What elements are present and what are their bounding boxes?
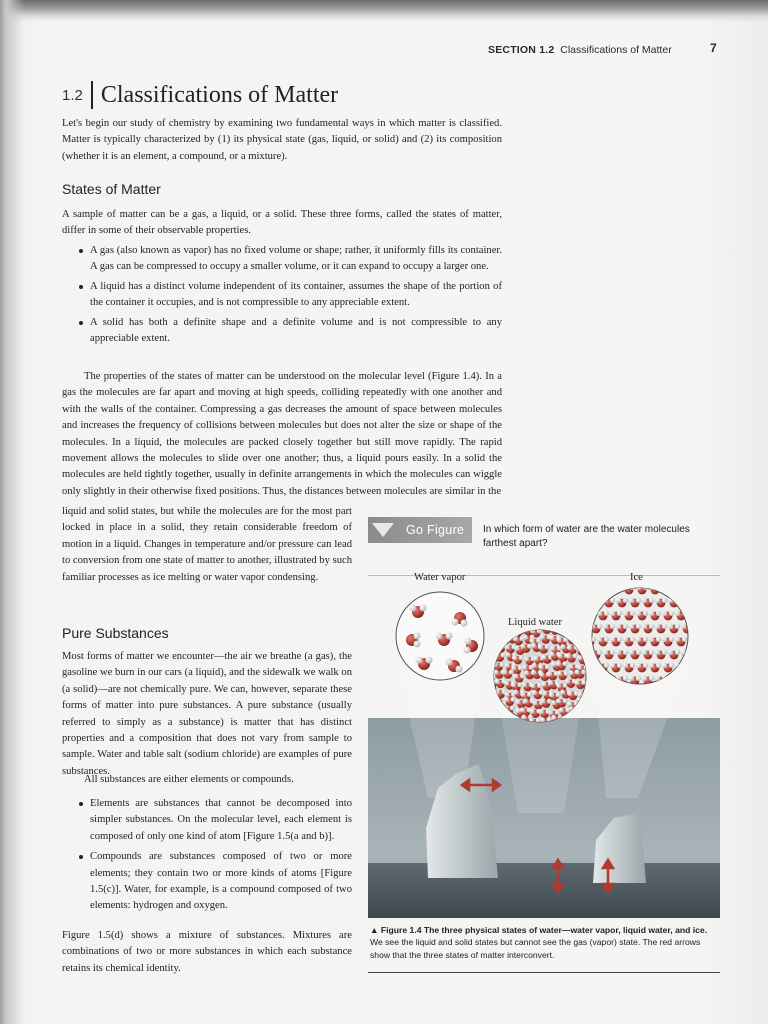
running-head: [488, 44, 688, 56]
ice-molecule: [681, 676, 693, 686]
liquid-molecule: [486, 701, 498, 710]
pure-paragraph-2: All substances are either elements or compounds.: [84, 774, 294, 785]
figure-caption: [370, 924, 722, 961]
go-figure-label: Go Figure: [406, 523, 465, 537]
pure-paragraph-3: Figure 1.5(d) shows a mixture of substances. Mixtures are combinations of two or more substances in which each substance retains its chemical identity.: [62, 930, 352, 974]
states-paragraph-2-cont: liquid and solid states, but while the molecules are for the most part locked in place in a solid, they retain considerable freedom of motion in a liquid. Changes in temperature and/or pressure can lead to conversion from one state of matter to another, illustrated by such familiar processes as ice melting or water vapor condensing.: [62, 506, 352, 583]
liquid-molecule: [559, 625, 571, 634]
photo-sea: [368, 863, 720, 918]
scan-shadow-top: [0, 0, 768, 22]
bullet-liquid: A liquid has a distinct volume independent of its container, assumes the shape of the portion of the container it occupies, and is not compressible to any appreciable extent.: [76, 279, 502, 312]
liquid-molecule: [484, 690, 496, 699]
ice-molecule: [584, 585, 596, 595]
go-figure-triangle-icon: [372, 523, 394, 537]
go-figure-tag: [368, 517, 472, 543]
heading-pure-substances: Pure Substances: [62, 625, 169, 641]
liquid-molecule: [487, 706, 499, 715]
figure-states-of-water: [368, 578, 720, 918]
title-divider: [91, 81, 93, 109]
ice-molecule: [675, 585, 687, 595]
bullet-solid: A solid has both a definite shape and a definite volume and is not compressible to any appreciable extent.: [76, 315, 502, 348]
ice-molecule: [597, 585, 609, 595]
bullet-elements: Elements are substances that cannot be decomposed into simpler substances. On the molecular level, each element is composed of only one kind of atom [Figure 1.5(a and b)].: [76, 796, 352, 845]
caption-rest: We see the liquid and solid states but cannot see the gas (vapor) state. The red arrows show that the three states of matter interconvert.: [370, 937, 701, 960]
intro-paragraph: Let's begin our study of chemistry by examining two fundamental ways in which matter is classified. Matter is typically characterized by (1) its physical state (gas, liquid, or solid) and (2) its composition (whether it is an element, a compound, or a mixture).: [62, 118, 502, 162]
caption-bottom-rule: [368, 972, 720, 973]
states-bullet-list: [76, 243, 502, 350]
section-title: [62, 78, 338, 112]
bullet-compounds: Compounds are substances composed of two or more elements; they contain two or more kinds of atoms [Figure 1.5(c)]. Water, for example, is a compound composed of two elements: hydrogen and oxygen.: [76, 849, 352, 915]
bullet-gas: A gas (also known as vapor) has no fixed volume or shape; rather, it uniformly fills its container. A gas can be compressed to occupy a smaller volume, or it can expand to occupy a larger one.: [76, 243, 502, 276]
ice-molecule: [590, 598, 602, 608]
liquid-molecule: [485, 647, 497, 656]
heading-states-of-matter: States of Matter: [62, 181, 161, 197]
liquid-molecule: [488, 638, 500, 647]
running-head-section: SECTION 1.2: [488, 44, 555, 56]
label-ice: Ice: [630, 572, 643, 583]
scan-shadow-left: [0, 0, 24, 1024]
molecular-view-vapor: [396, 592, 484, 680]
ice-molecule: [662, 585, 674, 595]
ice-molecule: [681, 598, 693, 608]
pure-paragraph-1: Most forms of matter we encounter—the air we breathe (a gas), the gasoline we burn in our cars (a liquid), and the sidewalk we walk on (a solid)—are not chemically pure. We can, however, separate these forms of matter into pure substances. A pure substance (usually referred to simply as a substance) is matter that has distinct properties and a composition that does not vary from sample to sample. Water and table salt (sodium chloride) are examples of pure substances.: [62, 651, 352, 777]
liquid-molecule: [567, 627, 579, 636]
liquid-molecule: [486, 627, 498, 636]
liquid-molecule: [575, 625, 587, 634]
liquid-molecule: [504, 627, 516, 636]
ice-molecule: [584, 611, 596, 621]
caption-lead: ▲ Figure 1.4 The three physical states of water—water vapor, liquid water, and ice.: [370, 925, 708, 935]
section-heading: Classifications of Matter: [100, 81, 339, 108]
states-paragraph-2: The properties of the states of matter can be understood on the molecular level (Figure 1.4). In a gas the molecules are far apart and moving at high speeds, colliding repeatedly with one another and with the walls of the container. Compressing a gas decreases the amount of space between molecules and increases the frequency of collisions between molecules but does not alter the size or shape of the molecules. In a liquid, the molecules are packed closely together but still move rapidly. The rapid movement allows the molecules to slide over one another; thus, a liquid pours easily. In a solid the molecules are held tightly together, usually in definite arrangements in which the molecules can wiggle only slightly in their otherwise fixed positions. Thus, the distances between molecules are similar in the: [62, 371, 502, 497]
liquid-molecule: [574, 638, 586, 647]
go-figure-question: In which form of water are the water molecules farthest apart?: [483, 524, 690, 549]
running-head-title: Classifications of Matter: [560, 44, 672, 56]
section-number: 1.2: [62, 86, 83, 104]
label-water-vapor: Water vapor: [414, 572, 466, 583]
states-paragraph-1: A sample of matter can be a gas, a liquid, or a solid. These three forms, called the states of matter, differ in some of their observable properties.: [62, 209, 502, 237]
label-liquid-water: Liquid water: [508, 617, 562, 628]
page-number: 7: [710, 41, 717, 55]
liquid-molecule: [493, 626, 505, 635]
liquid-molecule: [493, 636, 505, 645]
pure-bullet-list: [76, 796, 352, 919]
